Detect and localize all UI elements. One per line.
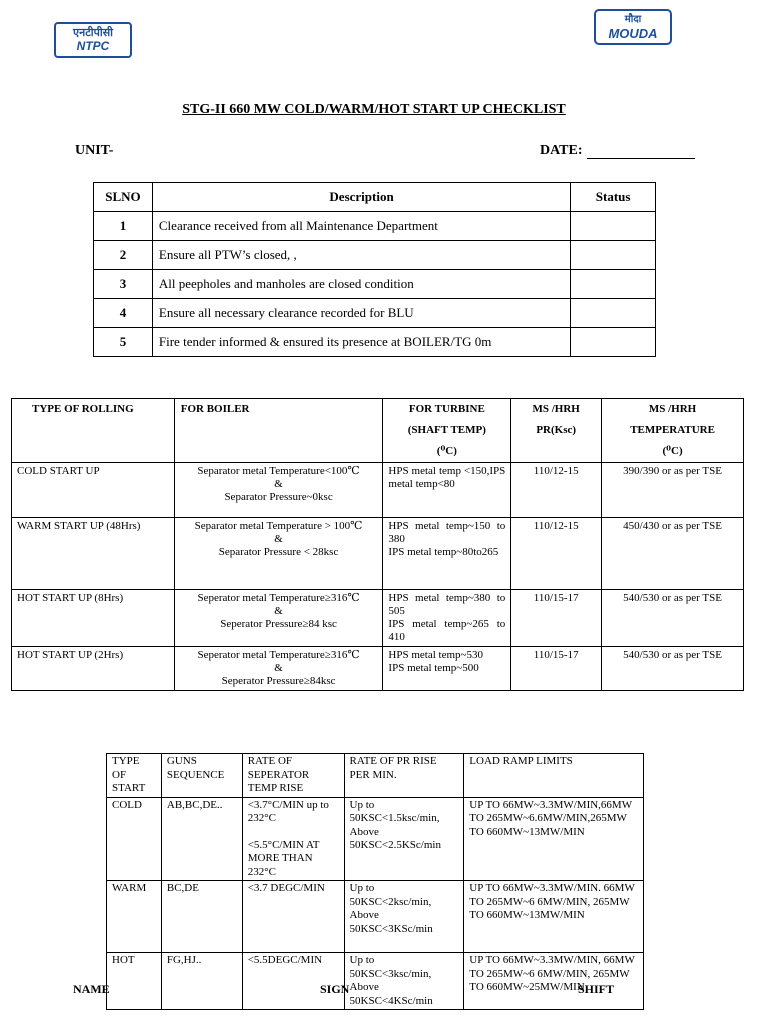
table-row: [107, 797, 644, 881]
header-description: Description: [152, 183, 570, 212]
ramp-header-row: [107, 754, 644, 798]
name-label: NAME: [73, 982, 110, 996]
table-row: [107, 881, 644, 953]
cell-line: Separator Pressure < 28ksc: [218, 546, 339, 558]
table-row: [107, 953, 644, 1010]
slno-cell: 5: [94, 328, 153, 357]
table-row: [12, 463, 744, 518]
page-title: STG-II 660 MW COLD/WARM/HOT START UP CHECKLIST: [182, 102, 566, 117]
start-type-cell: COLD: [107, 797, 162, 881]
load-ramp-cell: UP TO 66MW~3.3MW/MIN, 66MW TO 265MW~6 6MW/MIN, 265MW TO 660MW~25MW/MIN: [464, 953, 644, 1010]
date-label: DATE:: [540, 143, 583, 158]
turbine-cell: [383, 463, 511, 518]
cell-line: IPS metal temp~500: [388, 662, 479, 674]
cell-line: Separator metal Temperature<100℃: [197, 465, 360, 477]
date-field: [540, 143, 695, 159]
boiler-cell: [174, 590, 383, 647]
cell-line: Separator Pressure~0ksc: [224, 491, 333, 503]
ramp-table: [106, 753, 644, 1010]
cell-line: Seperator Pressure≥84 ksc: [220, 618, 337, 630]
temperature-cell: 450/430 or as per TSE: [602, 518, 744, 590]
boiler-cell: [174, 463, 383, 518]
table-row: [94, 212, 656, 241]
header-for-boiler: FOR BOILER: [174, 399, 383, 463]
pressure-cell: 110/12-15: [511, 463, 602, 518]
header-status: Status: [571, 183, 656, 212]
rolling-type-cell: HOT START UP (8Hrs): [12, 590, 175, 647]
boiler-cell: [174, 518, 383, 590]
header-text: (⁰C): [662, 445, 683, 457]
table-row: [12, 647, 744, 691]
header-type-of-rolling: TYPE OF ROLLING: [12, 399, 175, 463]
description-cell: Fire tender informed & ensured its presence at BOILER/TG 0m: [152, 328, 570, 357]
table-row: [94, 241, 656, 270]
cell-line: Seperator Pressure≥84ksc: [221, 675, 336, 687]
rolling-type-cell: WARM START UP (48Hrs): [12, 518, 175, 590]
header-text: (⁰C): [436, 445, 457, 457]
pressure-cell: 110/12-15: [511, 518, 602, 590]
start-type-cell: WARM: [107, 881, 162, 953]
header-text: (SHAFT TEMP): [407, 424, 486, 436]
header-text: MS /HRH: [532, 403, 580, 415]
turbine-cell: [383, 590, 511, 647]
guns-cell: BC,DE: [161, 881, 242, 953]
header-separator-temp-rise: RATE OF SEPERATOR TEMP RISE: [242, 754, 344, 798]
rolling-header-row: [12, 399, 744, 463]
cell-line: HPS metal temp~150 to 380: [388, 520, 506, 545]
ntpc-logo-hindi: एनटीपीसी: [73, 27, 113, 39]
slno-cell: 2: [94, 241, 153, 270]
pressure-cell: 110/15-17: [511, 647, 602, 691]
cell-line: HPS metal temp <150,IPS metal temp<80: [388, 465, 506, 490]
separator-rate-cell: [242, 953, 344, 1010]
description-cell: Ensure all PTW’s closed, ,: [152, 241, 570, 270]
status-cell: [571, 212, 656, 241]
guns-cell: AB,BC,DE..: [161, 797, 242, 881]
status-cell: [571, 328, 656, 357]
mouda-logo: [594, 9, 672, 45]
status-cell: [571, 241, 656, 270]
cell-line: &: [274, 605, 283, 617]
cell-line: IPS metal temp~265 to 410: [388, 618, 506, 643]
description-cell: All peepholes and manholes are closed condition: [152, 270, 570, 299]
guns-cell: FG,HJ..: [161, 953, 242, 1010]
status-cell: [571, 299, 656, 328]
ntpc-logo: [54, 22, 132, 58]
separator-rate-cell: [242, 881, 344, 953]
table-row: [12, 518, 744, 590]
unit-label: UNIT-: [75, 143, 114, 158]
cell-line: Seperator metal Temperature≥316℃: [197, 649, 360, 661]
load-ramp-cell: UP TO 66MW~3.3MW/MIN,66MW TO 265MW~6.6MW/MIN,265MW TO 660MW~13MW/MIN: [464, 797, 644, 881]
ntpc-logo-english: NTPC: [76, 39, 110, 53]
cell-line: <3.7°C/MIN up to 232°C: [247, 798, 329, 824]
table-row: [94, 328, 656, 357]
slno-cell: 1: [94, 212, 153, 241]
turbine-cell: [383, 518, 511, 590]
mouda-logo-english: MOUDA: [608, 26, 658, 41]
cell-line: <5.5°C/MIN AT MORE THAN 232°C: [247, 838, 320, 878]
table-row: [94, 299, 656, 328]
pr-rate-cell: Up to 50KSC<2ksc/min, Above 50KSC<3KSc/min: [344, 881, 464, 953]
cell-line: IPS metal temp~80to265: [388, 546, 499, 558]
checklist-header-row: [94, 183, 656, 212]
header-load-ramp: LOAD RAMP LIMITS: [464, 754, 644, 798]
header-ms-hrh-pressure: [511, 399, 602, 463]
rolling-type-cell: HOT START UP (2Hrs): [12, 647, 175, 691]
cell-line: HPS metal temp~380 to 505: [388, 592, 506, 617]
sign-label: SIGN: [320, 982, 350, 996]
status-cell: [571, 270, 656, 299]
slno-cell: 3: [94, 270, 153, 299]
header-text: TEMPERATURE: [630, 424, 715, 436]
pr-rate-cell: Up to 50KSC<3ksc/min, Above 50KSC<4KSc/min: [344, 953, 464, 1010]
cell-line: Seperator metal Temperature≥316℃: [197, 592, 360, 604]
turbine-cell: [383, 647, 511, 691]
temperature-cell: 390/390 or as per TSE: [602, 463, 744, 518]
header-guns-sequence: GUNS SEQUENCE: [161, 754, 242, 798]
table-row: [94, 270, 656, 299]
header-slno: SLNO: [94, 183, 153, 212]
cell-line: [248, 826, 339, 839]
separator-rate-cell: [242, 797, 344, 881]
rolling-table: [11, 398, 744, 691]
header-for-turbine: [383, 399, 511, 463]
header-type-of-start: TYPE OF START: [107, 754, 162, 798]
description-cell: Ensure all necessary clearance recorded for BLU: [152, 299, 570, 328]
header-pr-rise: RATE OF PR RISE PER MIN.: [344, 754, 464, 798]
cell-line: <3.7 DEGC/MIN: [247, 882, 325, 894]
header-text: MS /HRH: [648, 403, 697, 415]
cell-line: <5.5DEGC/MIN: [247, 954, 323, 966]
shift-label: SHIFT: [578, 982, 615, 996]
checklist-table: [93, 182, 656, 357]
mouda-logo-hindi: मौदा: [624, 14, 642, 25]
cell-line: &: [274, 662, 283, 674]
cell-line: &: [274, 478, 283, 490]
temperature-cell: 540/530 or as per TSE: [602, 590, 744, 647]
cell-line: &: [274, 533, 283, 545]
load-ramp-cell: UP TO 66MW~3.3MW/MIN. 66MW TO 265MW~6 6MW/MIN, 265MW TO 660MW~13MW/MIN: [464, 881, 644, 953]
header-text: PR(Ksc): [536, 424, 577, 436]
date-blank: [587, 144, 695, 159]
description-cell: Clearance received from all Maintenance Department: [152, 212, 570, 241]
rolling-type-cell: COLD START UP: [12, 463, 175, 518]
header-text: FOR TURBINE: [408, 403, 485, 415]
header-ms-hrh-temperature: [602, 399, 744, 463]
pressure-cell: 110/15-17: [511, 590, 602, 647]
pr-rate-cell: Up to 50KSC<1.5ksc/min, Above 50KSC<2.5KSc/min: [344, 797, 464, 881]
boiler-cell: [174, 647, 383, 691]
temperature-cell: 540/530 or as per TSE: [602, 647, 744, 691]
cell-line: Separator metal Temperature > 100℃: [194, 520, 363, 532]
table-row: [12, 590, 744, 647]
slno-cell: 4: [94, 299, 153, 328]
start-type-cell: HOT: [107, 953, 162, 1010]
cell-line: HPS metal temp~530: [388, 649, 483, 661]
